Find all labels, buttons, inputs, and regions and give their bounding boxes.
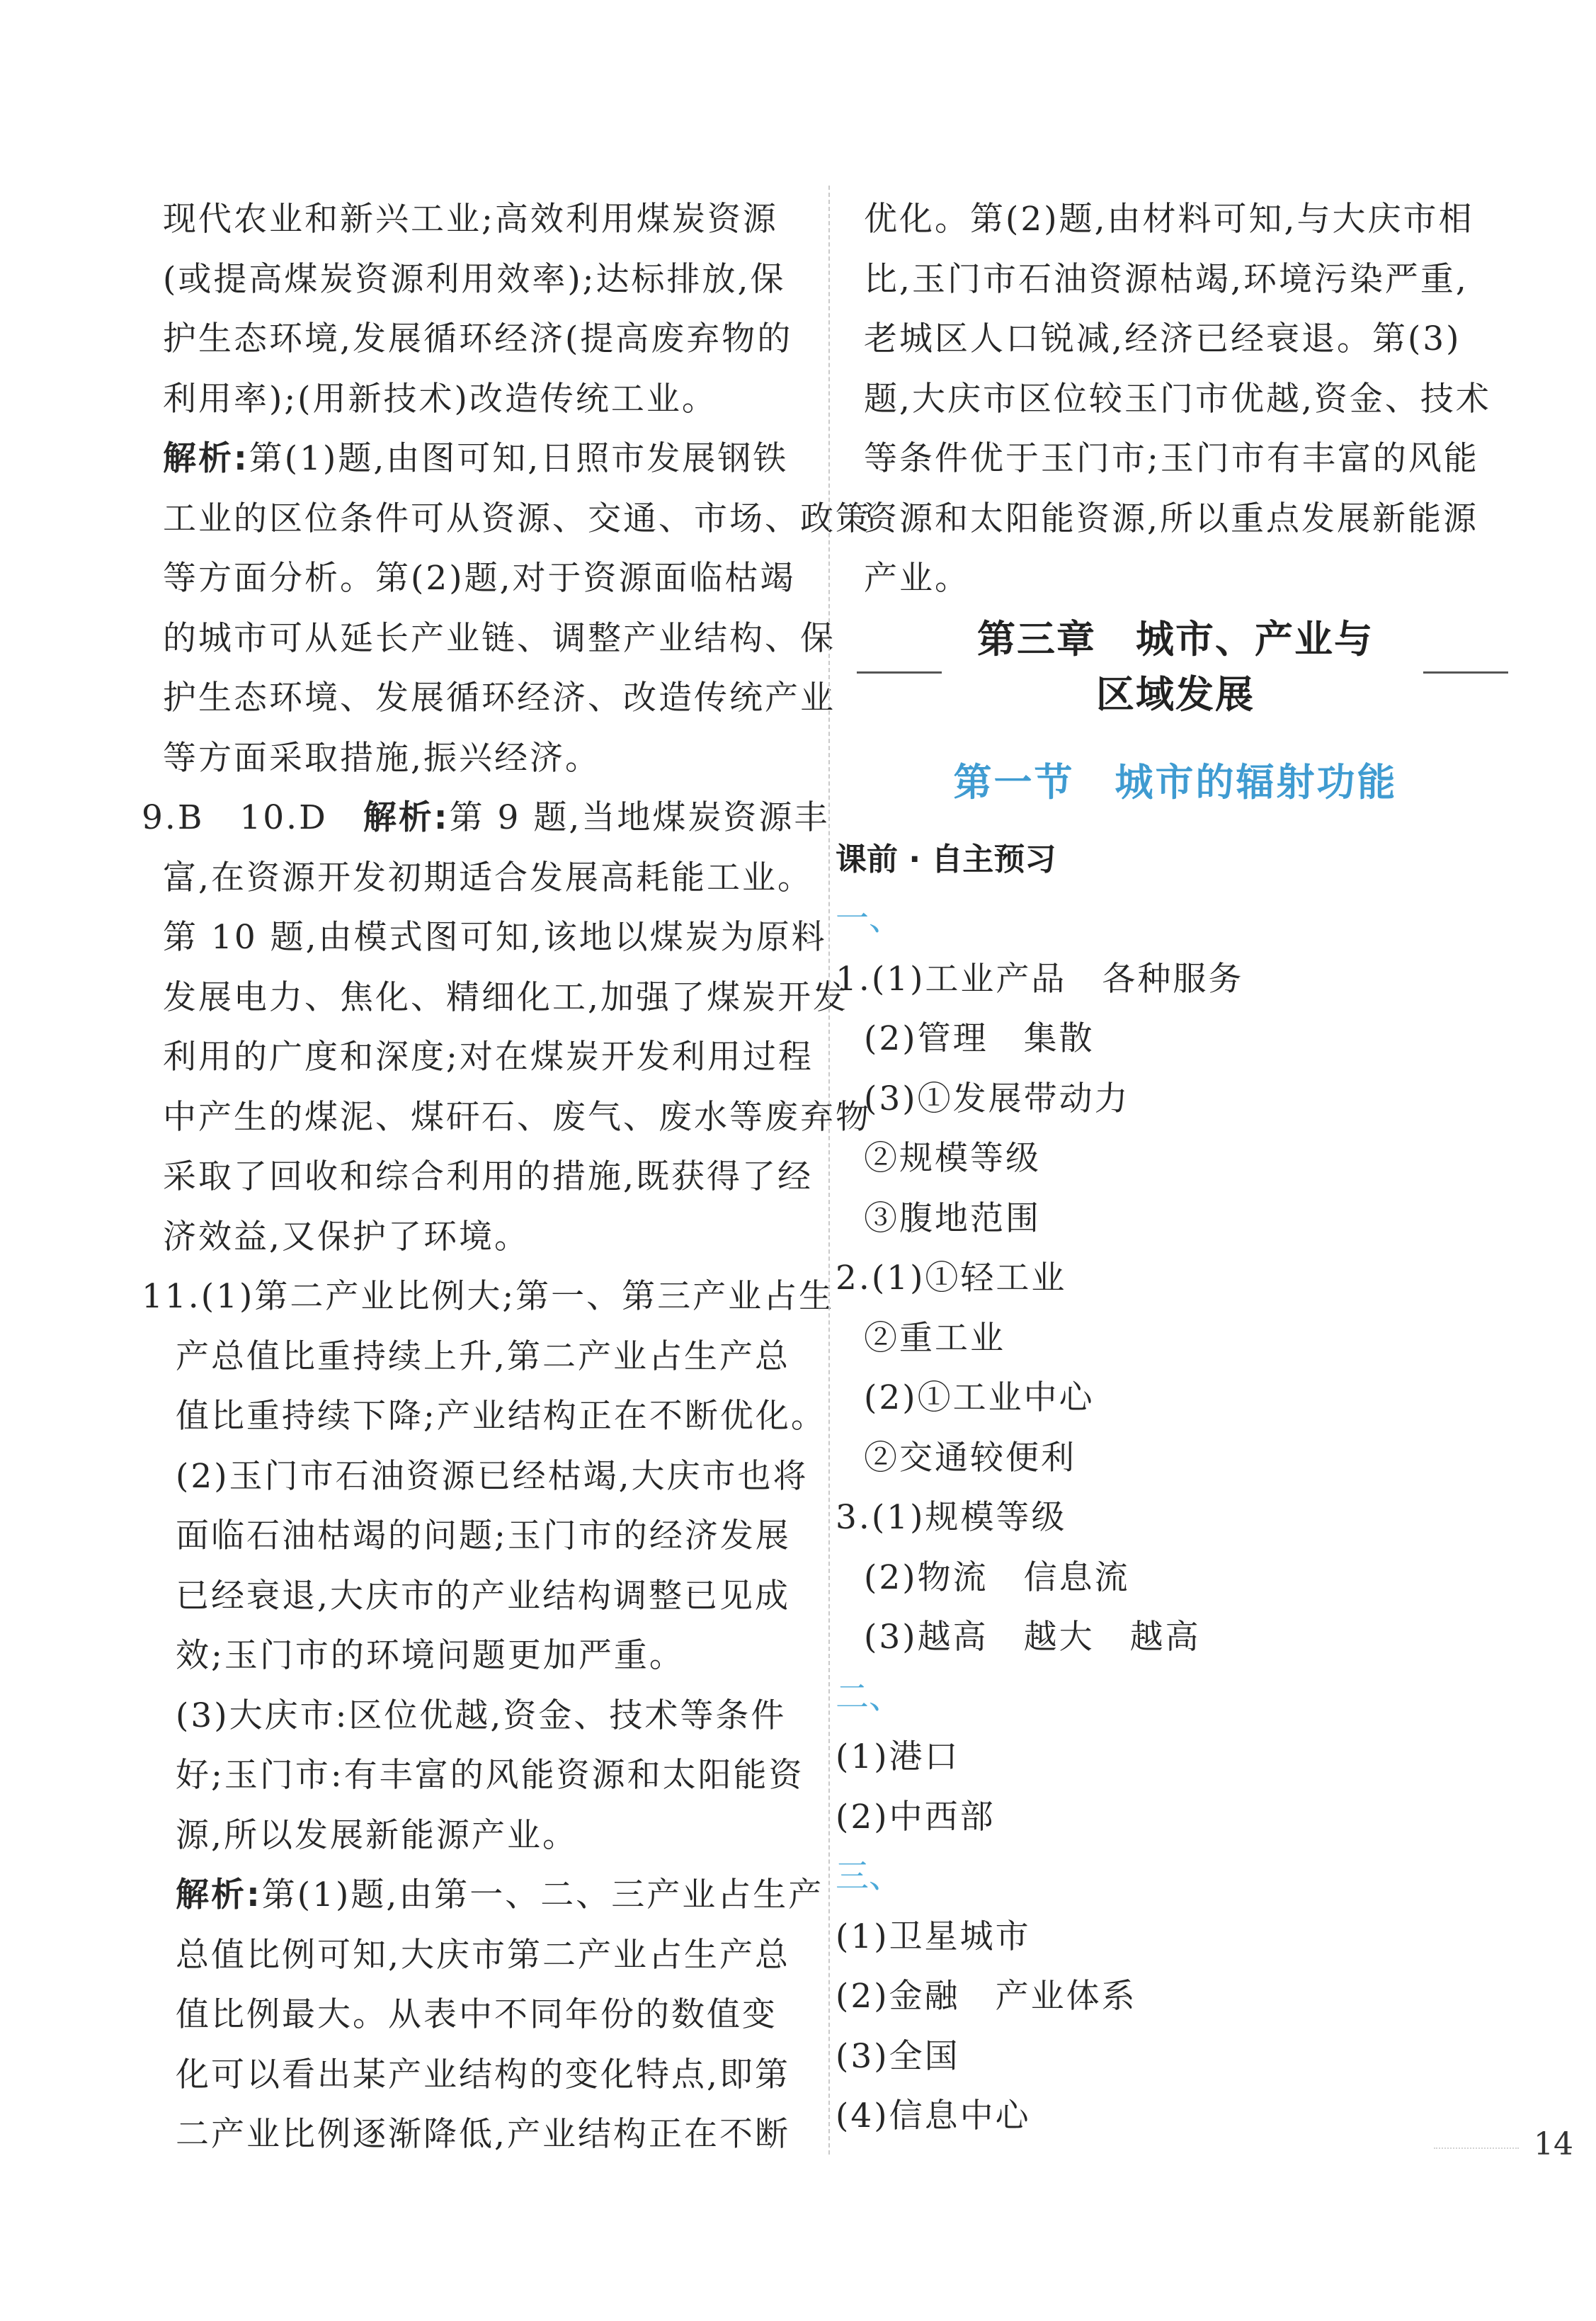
right-column [836, 190, 1515, 2147]
text-line: 面临石油枯竭的问题;玉门市的经济发展 [176, 1516, 791, 1555]
answer-line [142, 788, 830, 849]
text-line: 比,玉门市石油资源枯竭,环境污染严重, [864, 259, 1469, 299]
text-line: 值比例最大。从表中不同年份的数值变 [176, 1995, 777, 2034]
answer-line: 1.(1)工业产品 各种服务 [836, 959, 1244, 999]
text-line: 等方面采取措施,振兴经济。 [163, 738, 600, 778]
text-line: 老城区人口锐减,经济已经衰退。第(3) [864, 319, 1461, 358]
text-line: 产业。 [864, 559, 970, 598]
text-line: 富,在资源开发初期适合发展高耗能工业。 [163, 858, 813, 897]
text-line: 工业的区位条件可从资源、交通、市场、政策 [163, 499, 871, 538]
text-line: 化可以看出某产业结构的变化特点,即第 [176, 2055, 790, 2094]
text-line: 二产业比例逐渐降低,产业结构正在不断 [176, 2115, 790, 2154]
sub-heading: 课前 · 自主预习 [836, 841, 1056, 878]
text-line: 等条件优于玉门市;玉门市有丰富的风能 [864, 439, 1479, 478]
answer-line: (3)①发展带动力 [864, 1079, 1130, 1118]
answer-line: ②交通较便利 [864, 1438, 1076, 1477]
answer-line: (2)①工业中心 [864, 1378, 1095, 1417]
text-line: 第 9 题,当地煤炭资源丰 [449, 798, 830, 837]
answer-numbers: 9.B 10.D [142, 798, 363, 837]
answer-line: (1)港口 [836, 1737, 960, 1776]
text-line: 11.(1)第二产业比例大;第一、第三产业占生 [142, 1277, 835, 1316]
text-line: 利用的广度和深度;对在煤炭开发利用过程 [163, 1038, 814, 1077]
text-line: 第(1)题,由第一、二、三产业占生产 [261, 1875, 824, 1914]
page-number: 14 [1534, 2126, 1573, 2162]
analysis-label: 解析: [176, 1875, 262, 1914]
text-line: 等方面分析。第(2)题,对于资源面临枯竭 [163, 559, 796, 598]
text-line: (或提高煤炭资源利用效率);达标排放,保 [163, 259, 786, 299]
text-line: 值比重持续下降;产业结构正在不断优化。 [176, 1397, 826, 1436]
text-line: 题,大庆市区位较玉门市优越,资金、技术 [864, 379, 1491, 419]
column-divider [828, 186, 830, 2155]
text-line: 第 10 题,由模式图可知,该地以煤炭为原料 [163, 918, 827, 957]
chapter-heading [836, 611, 1515, 734]
answer-line: (4)信息中心 [836, 2096, 1031, 2135]
chapter-title-line2: 区域发展 [1096, 671, 1255, 717]
answer-line: ③腹地范围 [864, 1198, 1041, 1238]
section-title: 第一节 城市的辐射功能 [953, 759, 1398, 805]
text-line: 的城市可从延长产业链、调整产业结构、保 [163, 618, 836, 658]
text-line: 源,所以发展新能源产业。 [176, 1815, 578, 1855]
text-line: 好;玉门市:有丰富的风能资源和太阳能资 [176, 1756, 804, 1795]
text-line: 护生态环境,发展循环经济(提高废弃物的 [163, 319, 793, 358]
answer-line: (1)卫星城市 [836, 1917, 1031, 1956]
analysis-label: 解析: [363, 798, 450, 837]
analysis-line [163, 429, 814, 489]
part-marker: 二、 [836, 1677, 902, 1717]
text-line: 中产生的煤泥、煤矸石、废气、废水等废弃物 [163, 1097, 871, 1137]
answer-line: (3)越高 越大 越高 [864, 1618, 1201, 1657]
text-line: 护生态环境、发展循环经济、改造传统产业 [163, 679, 836, 717]
text-line: 效;玉门市的环境问题更加严重。 [176, 1636, 685, 1675]
analysis-line [163, 1866, 824, 1926]
answer-line: ②重工业 [864, 1318, 1005, 1358]
part-marker: 一、 [836, 900, 902, 938]
text-line: 采取了回收和综合利用的措施,既获得了经 [163, 1157, 813, 1196]
text-line: 利用率);(用新技术)改造传统工业。 [163, 379, 717, 419]
chapter-title-line1: 第三章 城市、产业与 [977, 616, 1374, 662]
answer-line: (2)物流 信息流 [864, 1557, 1130, 1597]
answer-line: (2)管理 集散 [864, 1019, 1095, 1058]
answer-line: 2.(1)①轻工业 [836, 1259, 1067, 1298]
text-line: (3)大庆市:区位优越,资金、技术等条件 [176, 1696, 787, 1735]
analysis-label: 解析: [163, 439, 249, 478]
text-line: (2)玉门市石油资源已经枯竭,大庆市也将 [176, 1456, 809, 1496]
part-marker: 三、 [836, 1857, 902, 1896]
text-line: 优化。第(2)题,由材料可知,与大庆市相 [864, 200, 1474, 239]
text-line: 资源和太阳能资源,所以重点发展新能源 [864, 499, 1478, 538]
answer-line: (3)全国 [836, 2036, 960, 2076]
answer-line: (2)金融 产业体系 [836, 1977, 1137, 2016]
text-line: 现代农业和新兴工业;高效利用煤炭资源 [163, 200, 778, 239]
left-column [142, 190, 871, 2165]
text-line: 总值比例可知,大庆市第二产业占生产总 [176, 1935, 790, 1975]
page-number-dots [1434, 2147, 1519, 2149]
text-line: 发展电力、焦化、精细化工,加强了煤炭开发 [163, 977, 848, 1017]
text-line: 产总值比重持续上升,第二产业占生产总 [176, 1337, 790, 1376]
answer-line: ②规模等级 [864, 1139, 1041, 1178]
answer-line: 3.(1)规模等级 [836, 1498, 1067, 1537]
answer-line: (2)中西部 [836, 1797, 996, 1837]
text-line: 济效益,又保护了环境。 [163, 1217, 530, 1256]
text-line: 已经衰退,大庆市的产业结构调整已见成 [176, 1576, 790, 1616]
text-line: 第(1)题,由图可知,日照市发展钢铁 [249, 439, 789, 478]
